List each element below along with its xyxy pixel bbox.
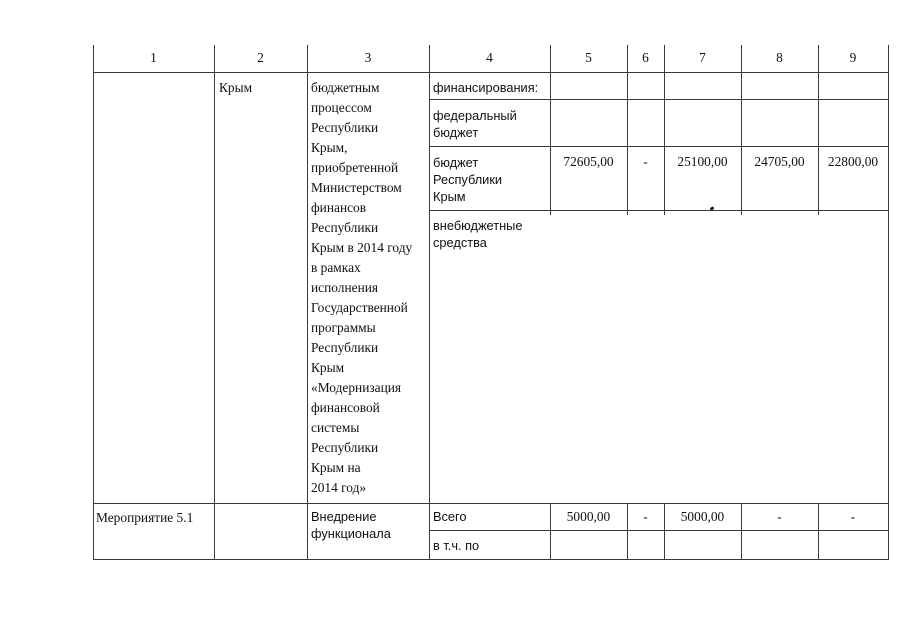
measure-label: Мероприятие 5.1	[96, 510, 194, 525]
amount-cell: -	[643, 509, 648, 524]
source-label: Республики	[433, 172, 503, 187]
source-label: внебюджетные	[433, 218, 523, 233]
column-number: 1	[150, 50, 157, 65]
amount-cell: 5000,00	[566, 509, 611, 524]
table-rule	[307, 45, 308, 560]
table-rule	[93, 559, 889, 560]
description-line: функционала	[311, 526, 391, 541]
amount-cell: 25100,00	[677, 154, 728, 169]
description-line: системы	[311, 420, 360, 435]
table-rule	[818, 45, 819, 215]
amount-cell: 5000,00	[680, 509, 725, 524]
table-rule	[429, 99, 889, 100]
table-rule	[429, 146, 889, 147]
source-label: федеральный	[433, 108, 517, 123]
amount-cell: -	[850, 509, 856, 524]
source-label: в т.ч. по	[433, 538, 480, 553]
description-line: 2014 год»	[311, 480, 367, 495]
column-number: 4	[486, 50, 493, 65]
description-line: бюджетным	[311, 80, 380, 95]
description-line: финансовой	[311, 400, 380, 415]
description-line: приобретенной	[311, 160, 399, 175]
table-rule	[93, 45, 94, 560]
source-label: бюджет	[433, 155, 479, 170]
description-line: процессом	[311, 100, 372, 115]
table-rule	[741, 45, 742, 215]
description-line: Государственной	[311, 300, 408, 315]
description-line: финансов	[311, 200, 367, 215]
description-line: Республики	[311, 340, 379, 355]
description-line: Республики	[311, 440, 379, 455]
table-rule	[93, 503, 889, 504]
source-label: Крым	[433, 189, 466, 204]
table-rule	[429, 210, 889, 211]
column-number: 2	[257, 50, 264, 65]
description-line: исполнения	[311, 280, 379, 295]
cell-region: Крым	[219, 80, 253, 95]
table-rule	[93, 72, 889, 73]
description-line: программы	[311, 320, 376, 335]
description-line: Внедрение	[311, 509, 377, 524]
column-number: 3	[364, 50, 372, 65]
source-label: Всего	[433, 509, 467, 524]
column-number: 9	[849, 50, 857, 65]
amount-cell: -	[777, 509, 782, 524]
table-rule	[429, 45, 430, 560]
description-line: Крым	[311, 360, 345, 375]
description-line: Республики	[311, 220, 379, 235]
source-label: средства	[433, 235, 487, 250]
description-line: Крым на	[311, 460, 361, 475]
amount-cell: 24705,00	[754, 154, 805, 169]
amount-cell: -	[643, 154, 648, 169]
table-rule	[664, 45, 665, 215]
source-label: бюджет	[433, 125, 479, 140]
column-number: 6	[642, 50, 649, 65]
description-line: «Модернизация	[311, 380, 402, 395]
description-line: Министерством	[311, 180, 402, 195]
table-rule	[214, 45, 215, 560]
amount-cell: 22800,00	[827, 154, 879, 169]
table-rule	[550, 45, 551, 215]
column-number: 7	[699, 50, 706, 65]
column-number: 8	[776, 50, 783, 65]
description-line: Крым в 2014 году	[311, 240, 413, 255]
description-line: Республики	[311, 120, 379, 135]
source-label: финансирования:	[433, 80, 539, 95]
table-rule	[888, 45, 889, 560]
column-number: 5	[585, 50, 592, 65]
table-rule	[627, 45, 628, 215]
description-line: Крым,	[311, 140, 348, 155]
table-rule	[429, 530, 889, 531]
description-line: в рамках	[311, 260, 361, 275]
amount-cell: 72605,00	[563, 154, 614, 169]
